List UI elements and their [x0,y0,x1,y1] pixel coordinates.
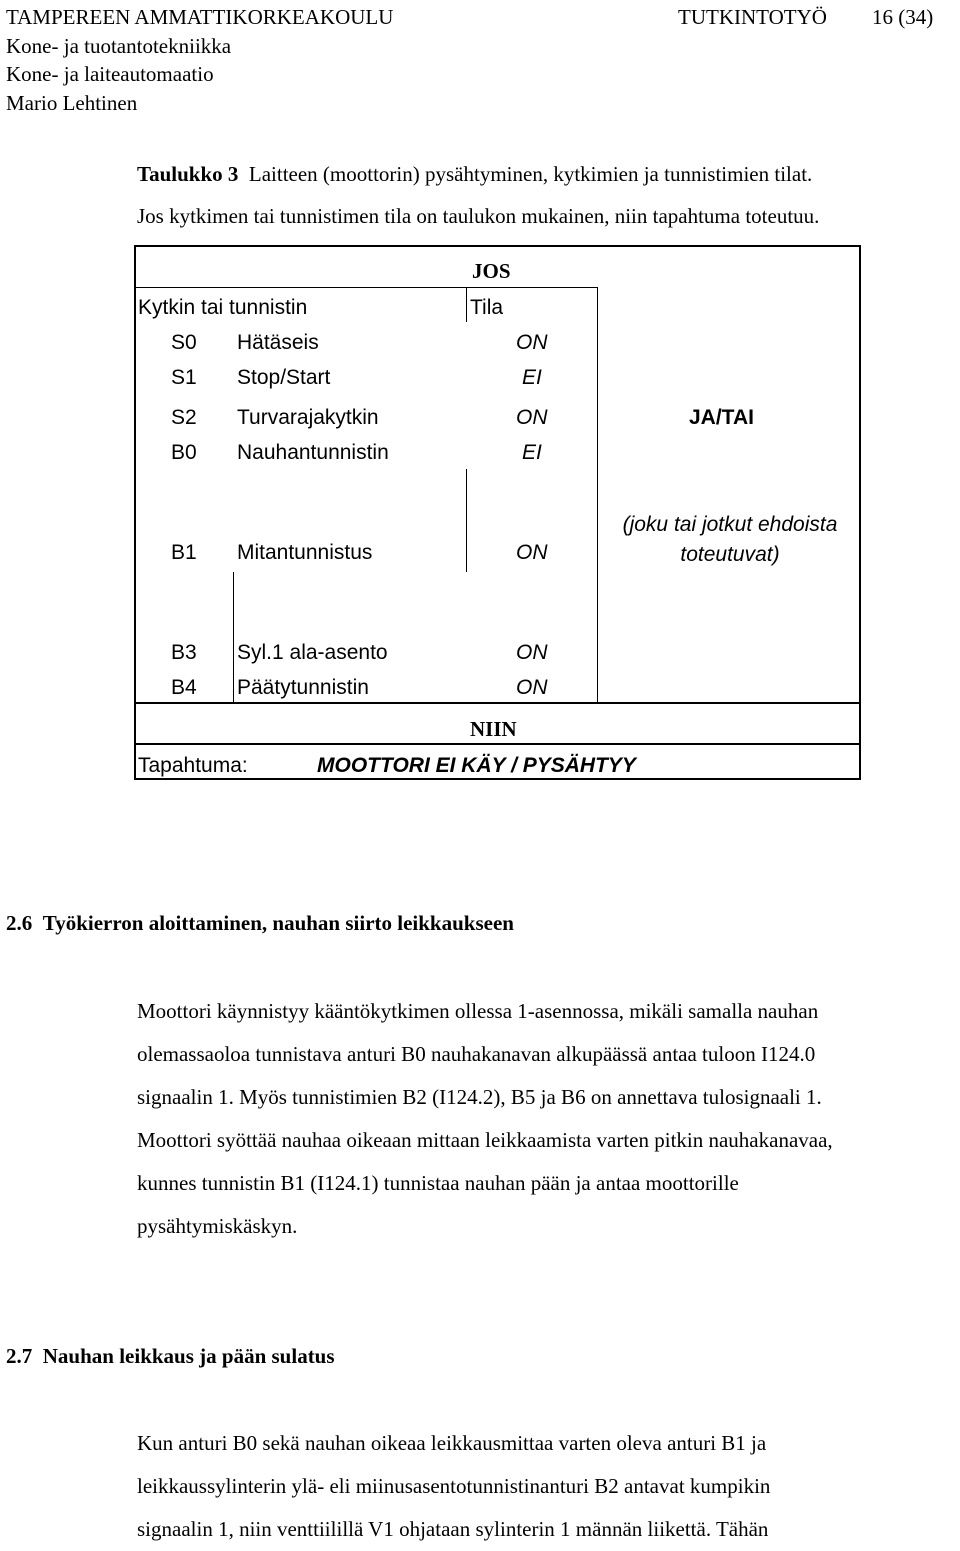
body-line: signaalin 1. Myös tunnistimien B2 (I124.2), B5 ja B6 on annettava tulosignaali 1. [137,1085,822,1109]
body-line: kunnes tunnistin B1 (I124.1) tunnistaa nauhan pään ja antaa moottorille [137,1171,739,1195]
body-line: Moottori syöttää nauhaa oikeaan mittaan leikkaamista varten pitkin nauhakanavaa, [137,1128,833,1152]
row-state: EI [522,366,542,389]
body-line: leikkaussylinterin ylä- eli miinusasentotunnistinanturi B2 antavat kumpikin [137,1474,771,1498]
row-name: Stop/Start [237,366,331,389]
body-line: olemassaoloa tunnistava anturi B0 nauhakanavan alkupäässä antaa tuloon I124.0 [137,1042,816,1066]
table-caption-title: Laitteen (moottorin) pysähtyminen, kytkimien ja tunnistimien tilat. [248,162,813,186]
row-name: Nauhantunnistin [237,441,389,464]
table-then-label: NIIN [470,717,517,741]
row-id: S0 [171,331,197,354]
header-specialization: Kone- ja laiteautomaatio [6,62,214,86]
row-id: S1 [171,366,197,389]
row-name: Hätäseis [237,331,319,354]
section-heading-2-7 [6,1344,335,1369]
table-jos-header: JOS [472,259,511,283]
event-value: MOOTTORI EI KÄY / PYSÄHTYY [317,754,636,777]
row-id: B4 [171,676,197,699]
logic-note-line-1: (joku tai jotkut ehdoista [622,513,838,536]
section-title: Työkierron aloittaminen, nauhan siirto leikkaukseen [42,911,514,935]
row-id: B0 [171,441,197,464]
row-name: Syl.1 ala-asento [237,641,388,664]
section-title: Nauhan leikkaus ja pään sulatus [42,1344,335,1368]
table-col-switch-header: Kytkin tai tunnistin [138,296,308,319]
logic-note-line-2: toteutuvat) [680,543,780,566]
header-author: Mario Lehtinen [6,91,138,115]
row-id: B3 [171,641,197,664]
body-line: Kun anturi B0 sekä nauhan oikeaa leikkausmittaa varten oleva anturi B1 ja [137,1431,767,1455]
section-2-7-body [137,1422,770,1551]
section-2-6-body [137,990,833,1248]
logic-operator: JA/TAI [689,406,754,429]
body-line: pysähtymiskäskyn. [137,1214,298,1238]
section-number: 2.7 [6,1344,33,1368]
row-state: EI [522,441,542,464]
row-id: B1 [171,541,197,564]
row-name: Turvarajakytkin [237,406,379,429]
section-heading-2-6 [6,911,514,936]
table-caption [137,160,812,188]
header-page-number: 16 (34) [872,5,934,29]
table-col-state-header: Tila [470,296,504,319]
row-state: ON [516,641,548,664]
row-state: ON [516,541,548,564]
row-state: ON [516,331,548,354]
table-caption-label: Taulukko 3 [137,162,239,186]
section-number: 2.6 [6,911,33,935]
header-department: Kone- ja tuotantotekniikka [6,34,232,58]
row-id: S2 [171,406,197,429]
body-line: Moottori käynnistyy kääntökytkimen ollessa 1-asennossa, mikäli samalla nauhan [137,999,819,1023]
event-label: Tapahtuma: [138,754,248,777]
row-state: ON [516,676,548,699]
table-caption-note: Jos kytkimen tai tunnistimen tila on taulukon mukainen, niin tapahtuma toteutuu. [137,204,820,228]
row-name: Päätytunnistin [237,676,369,699]
header-doc-type: TUTKINTOTYÖ [678,5,827,29]
row-name: Mitantunnistus [237,541,373,564]
header-institution: TAMPEREEN AMMATTIKORKEAKOULU [6,5,394,29]
body-line: signaalin 1, niin venttiilillä V1 ohjataan sylinterin 1 männän liikettä. Tähän [137,1517,769,1541]
row-state: ON [516,406,548,429]
